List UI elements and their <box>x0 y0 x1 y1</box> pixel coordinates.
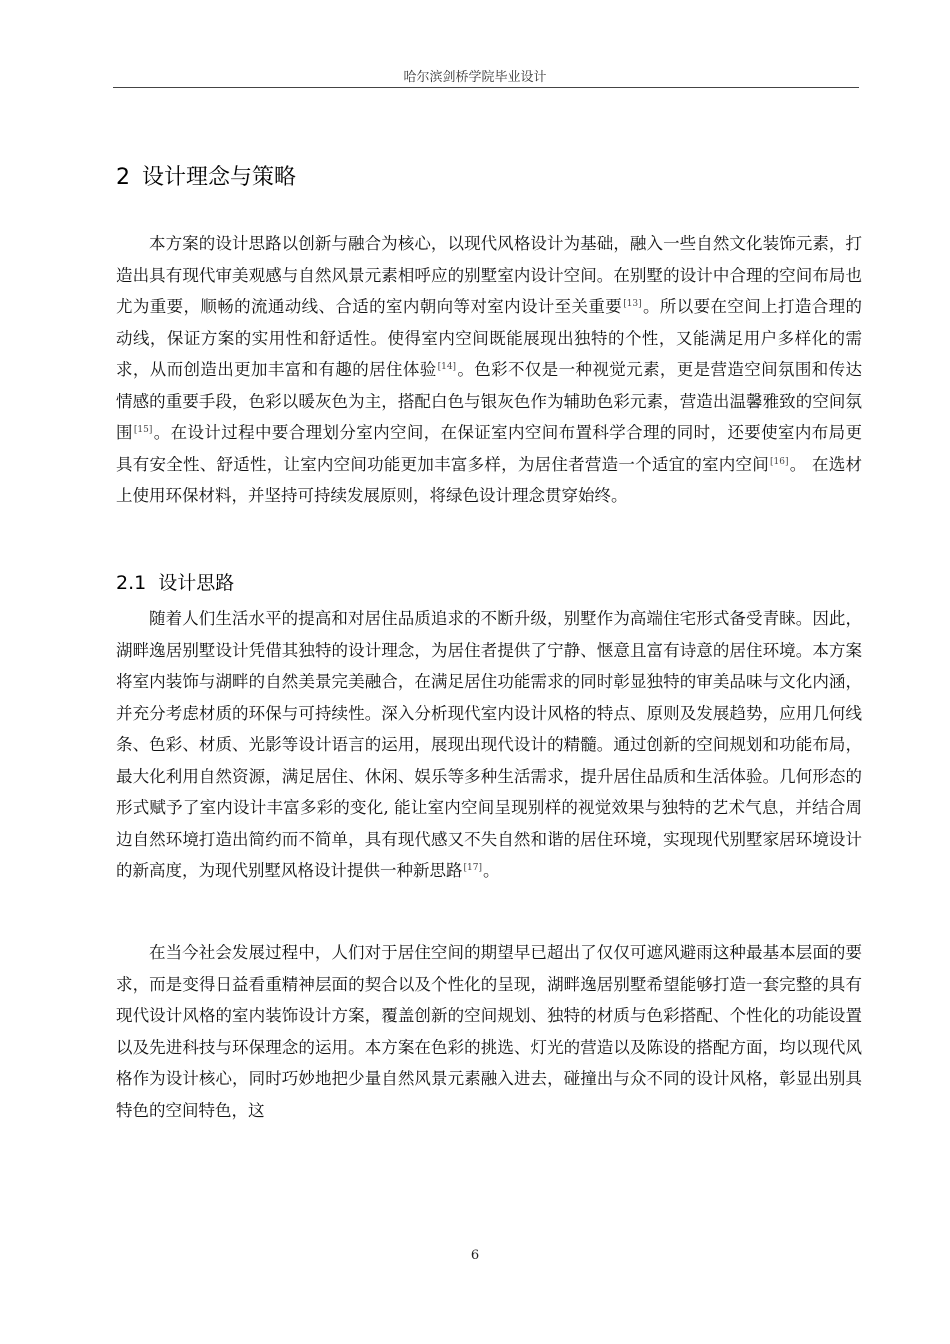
section-heading <box>116 160 296 191</box>
running-header: 哈尔滨剑桥学院毕业设计 <box>403 70 547 85</box>
header-divider <box>113 87 859 88</box>
paragraph-design-concept <box>116 228 862 512</box>
section-title: 设计理念与策略 <box>142 165 297 190</box>
citation-ref: [16] <box>770 456 789 467</box>
citation-ref: [13] <box>623 299 642 309</box>
text-segment: 。 <box>482 861 500 880</box>
text-segment: 。色彩不仅是一种视觉元素，更是营造空间氛围和传达情感的重要手段，色彩以暖灰色为主，搭配白色与银灰色作为辅助色彩元素，营造出温馨雅致的空间氛围 <box>116 360 863 442</box>
subsection-title: 设计思路 <box>158 572 235 594</box>
paragraph-design-idea <box>116 603 862 887</box>
subsection-heading <box>116 568 234 595</box>
text-segment: 。 在选材上使用环保材料，并坚持可持续发展原则，将绿色设计理念贯穿始终。 <box>116 454 863 505</box>
citation-ref: [17] <box>463 863 482 873</box>
citation-ref: [14] <box>437 362 457 372</box>
text-segment: 。在设计过程中要合理划分室内空间，在保证室内空间布置科学合理的同时，还要使室内布局更具有安全性、舒适性，让室内空间功能更加丰富多样，为居住者营造一个适宜的室内空间 <box>116 423 863 474</box>
paragraph-social-development: 在当今社会发展过程中，人们对于居住空间的期望早已超出了仅仅可遮风避雨这种最基本层面的要求，而是变得日益看重精神层面的契合以及个性化的呈现，湖畔逸居别墅希望能够打造一套完整的具有现代设计风格的室内装饰设计方案，覆盖创新的空间规划、独特的材质与色彩搭配、个性化的功能设置以及先进科技与环保理念的运用。本方案在色彩的挑选、灯光的营造以及陈设的搭配方面，均以现代风格作为设计核心，同时巧妙地把少量自然风景元素融入进去，碰撞出与众不同的设计风格，彰显出别具特色的空间特色，这 <box>116 943 862 1120</box>
subsection-number: 2.1 <box>116 572 147 594</box>
text-segment: 。所以要在空间上打造合理的动线，保证方案的实用性和舒适性。使得室内空间既能展现出独特的个性，又能满足用户多样化的需求，从而创造出更加丰富和有趣的居住体验 <box>116 297 863 379</box>
text-segment: 本方案的设计思路以创新与融合为核心，以现代风格设计为基础，融入一些自然文化装饰元素，打造出具有现代审美观感与自然风景元素相呼应的别墅室内设计空间。在别墅的设计中合理的空间布局也尤为重要，顺畅的流通动线、合适的室内朝向等对室内设计至关重要 <box>116 234 862 316</box>
page-number: 6 <box>470 1248 480 1263</box>
section-number: 2 <box>116 165 130 190</box>
citation-ref: [15] <box>133 425 153 435</box>
text-segment: 随着人们生活水平的提高和对居住品质追求的不断升级，别墅作为高端住宅形式备受青睐。因此，湖畔逸居别墅设计凭借其独特的设计理念，为居住者提供了宁静、惬意且富有诗意的居住环境。本方案将室内装饰与湖畔的自然美景完美融合，在满足居住功能需求的同时彰显独特的审美品味与文化内涵，并充分考虑材质的环保与可持续性。深入分析现代室内设计风格的特点、原则及发展趋势，应用几何线条、色彩、材质、光影等设计语言的运用，展现出现代设计的精髓。通过创新的空间规划和功能布局，最大化利用自然资源，满足居住、休闲、娱乐等多种生活需求，提升居住品质和生活体验。几何形态的形式赋予了室内设计丰富多彩的变化, 能让室内空间呈现别样的视觉效果与独特的艺术气息，并结合周边自然环境打造出简约而不简单，具有现代感又不失自然和谐的居住环境，实现现代别墅家居环境设计的新高度，为现代别墅风格设计提供一种新思路 <box>116 609 862 880</box>
